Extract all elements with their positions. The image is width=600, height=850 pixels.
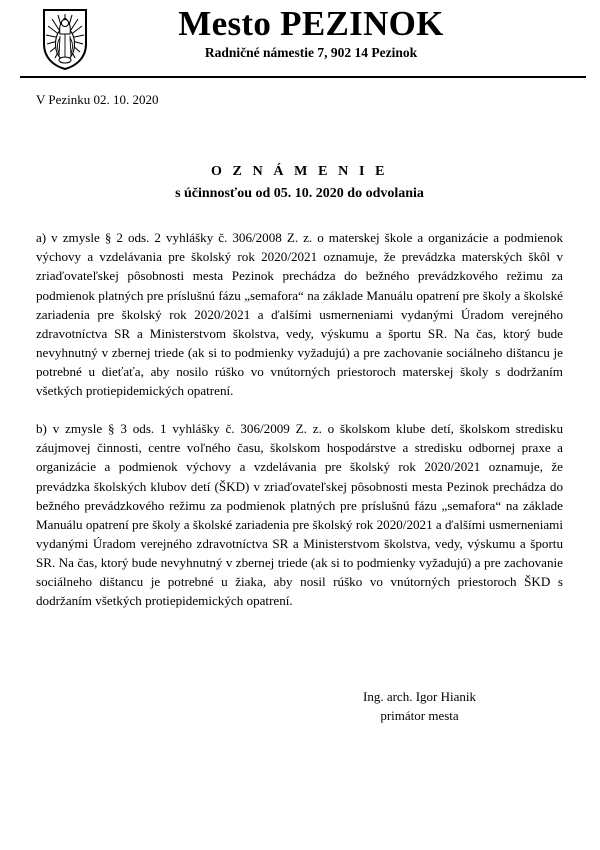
signatory-name: Ing. arch. Igor Hianik — [363, 689, 476, 705]
dateline: V Pezinku 02. 10. 2020 — [36, 92, 159, 107]
document-body — [0, 92, 600, 726]
announcement-heading — [36, 164, 563, 204]
letterhead-text — [101, 0, 521, 61]
city-title: Mesto PEZINOK — [178, 4, 444, 43]
city-address: Radničné námestie 7, 902 14 Pezinok — [204, 44, 418, 60]
header-divider — [20, 76, 586, 78]
letterhead — [0, 0, 600, 78]
signatory-role: primátor mesta — [380, 708, 459, 724]
heading-subtitle: s účinnosťou od 05. 10. 2020 do odvolania — [175, 186, 424, 202]
paragraph-b: b) v zmysle § 3 ods. 1 vyhlášky č. 306/2009 Z. z. o školskom klube detí, školskom stredisku záujmovej činnosti, centre voľného času, školskom hospodárstve a stredisku odbornej praxe a organizácie a podmienok výchovy a vzdelávania pre školský rok 2020/2021 oznamuje, že prevádzka školských klubov detí (ŠKD) v zriaďovateľskej pôsobnosti mesta Pezinok prechádza do bežného prevádzkového režimu za podmienok platných pre príslušnú fázu „semafora“ na základe Manuálu opatrení pre školy a školské zariadenia pre školský rok 2020/2021 a ďalšími usmerneniami vydanými Úradom verejného zdravotníctva SR a Ministerstvom školstva, vedy, výskumu a športu SR. Na čas, ktorý bude nevyhnutný v zbernej triede (ak si to podmienky vyžadujú) a pre zachovanie sociálneho dištancu je potrebné u žiaka, aby nosil rúško vo vnútorných priestoroch ŠKD s dodržaním všetkých protiepidemických opatrení. — [36, 421, 563, 609]
signature-block — [36, 688, 563, 726]
heading-title: O Z N Á M E N I E — [210, 163, 389, 179]
paragraph-a: a) v zmysle § 2 ods. 2 vyhlášky č. 306/2008 Z. z. o materskej škole a organizácie a podmienok výchovy a vzdelávania pre školský rok 2020/2021 oznamuje, že prevádzka materských škôl v zriaďovateľskej pôsobnosti mesta Pezinok prechádza do bežného prevádzkového režimu za podmienok platných pre príslušnú fázu „semafora“ na základe Manuálu opatrení pre školy a školské zariadenia pre školský rok 2020/2021 a ďalšími usmerneniami vydanými Úradom verejného zdravotníctva SR a Ministerstvom školstva, vedy, výskumu a športu SR. Na čas, ktorý bude nevyhnutný v zbernej triede (ak si to podmienky vyžadujú) a pre zachovanie sociálneho dištancu je potrebné u dieťaťa, aby nosilo rúško vo vnútorných priestoroch materskej školy s dodržaním všetkých protiepidemických opatrení. — [36, 230, 563, 399]
pezinok-coat-of-arms-icon — [42, 8, 88, 70]
